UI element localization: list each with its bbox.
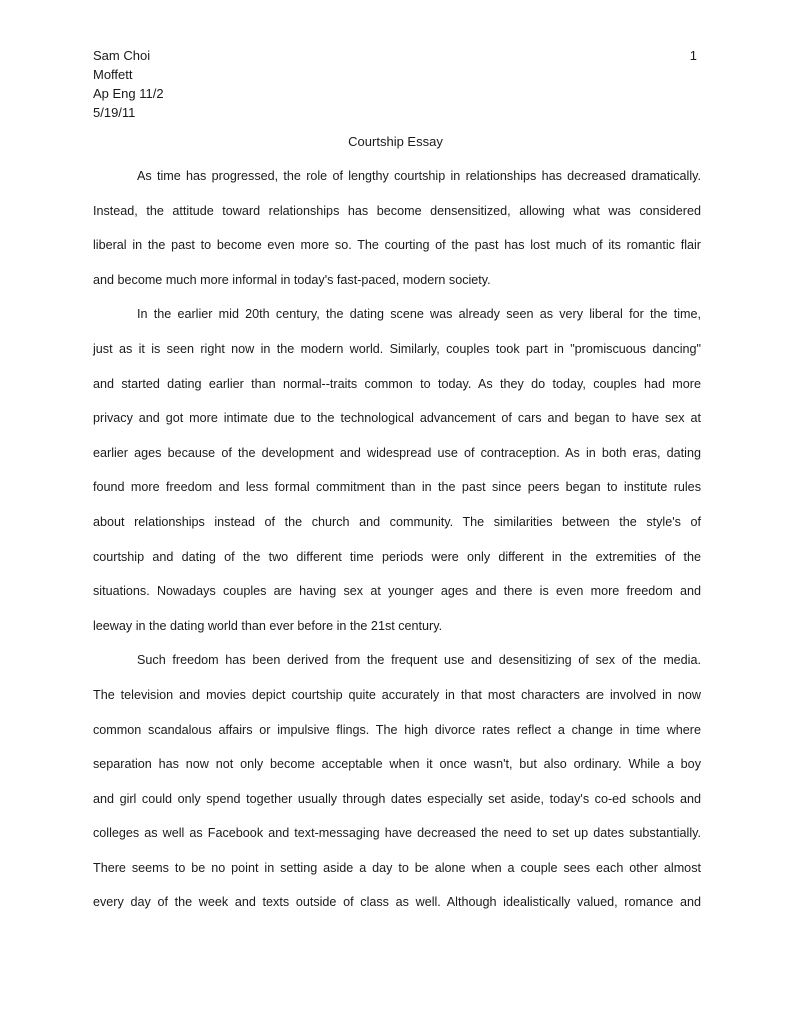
essay-line: earlier ages because of the development and widespread use of contraception. As in both eras, dating [93, 445, 701, 460]
essay-line: In the earlier mid 20th century, the dating scene was already seen as very liberal for the time, [137, 307, 701, 322]
teacher-name: Moffett [93, 67, 133, 82]
page-title: Courtship Essay [348, 134, 443, 149]
essay-line: and become much more informal in today's fast-paced, modern society. [93, 272, 491, 287]
essay-line: There seems to be no point in setting aside a day to be alone when a couple sees each other almost [93, 860, 701, 875]
essay-line: liberal in the past to become even more so. The courting of the past has lost much of its romantic flair [93, 238, 701, 253]
essay-line: colleges as well as Facebook and text-messaging have decreased the need to set up dates substantially. [93, 826, 701, 841]
essay-line: situations. Nowadays couples are having sex at younger ages and there is even more freedom and [93, 584, 701, 599]
essay-line: The television and movies depict courtship quite accurately in that most characters are involved in now [93, 687, 701, 702]
essay-line: separation has now not only become acceptable when it once wasn't, but also ordinary. While a boy [93, 757, 701, 772]
essay-line: leeway in the dating world than ever before in the 21st century. [93, 618, 443, 633]
essay-line: and girl could only spend together usually through dates especially set aside, today's co-ed schools and [93, 791, 701, 806]
essay-line: Instead, the attitude toward relationships has become densensitized, allowing what was considered [93, 203, 701, 218]
header-block [93, 46, 164, 122]
essay-date: 5/19/11 [93, 105, 136, 120]
essay-line: about relationships instead of the church and community. The similarities between the style's of [93, 514, 701, 529]
essay-line: As time has progressed, the role of lengthy courtship in relationships has decreased dramatically. [137, 169, 701, 183]
essay-line: common scandalous affairs or impulsive flings. The high divorce rates reflect a change in time where [93, 722, 701, 737]
course-name: Ap Eng 11/2 [93, 86, 164, 101]
essay-line: every day of the week and texts outside of class as well. Although idealistically valued, romance and [93, 895, 701, 910]
essay-line: privacy and got more intimate due to the technological advancement of cars and began to have sex at [93, 411, 701, 426]
essay-line: just as it is seen right now in the modern world. Similarly, couples took part in "promiscuous dancing" [93, 341, 701, 356]
essay-line: and started dating earlier than normal--traits common to today. As they do today, couples had more [93, 376, 701, 391]
essay-line: courtship and dating of the two different time periods were only different in the extremities of the [93, 549, 701, 564]
page-number: 1 [689, 48, 697, 63]
essay-line: found more freedom and less formal commitment than in the past since peers began to institute rules [93, 480, 701, 495]
essay-body [93, 167, 701, 928]
essay-line: Such freedom has been derived from the frequent use and desensitizing of sex of the media. [137, 653, 701, 668]
author-name: Sam Choi [93, 48, 151, 63]
